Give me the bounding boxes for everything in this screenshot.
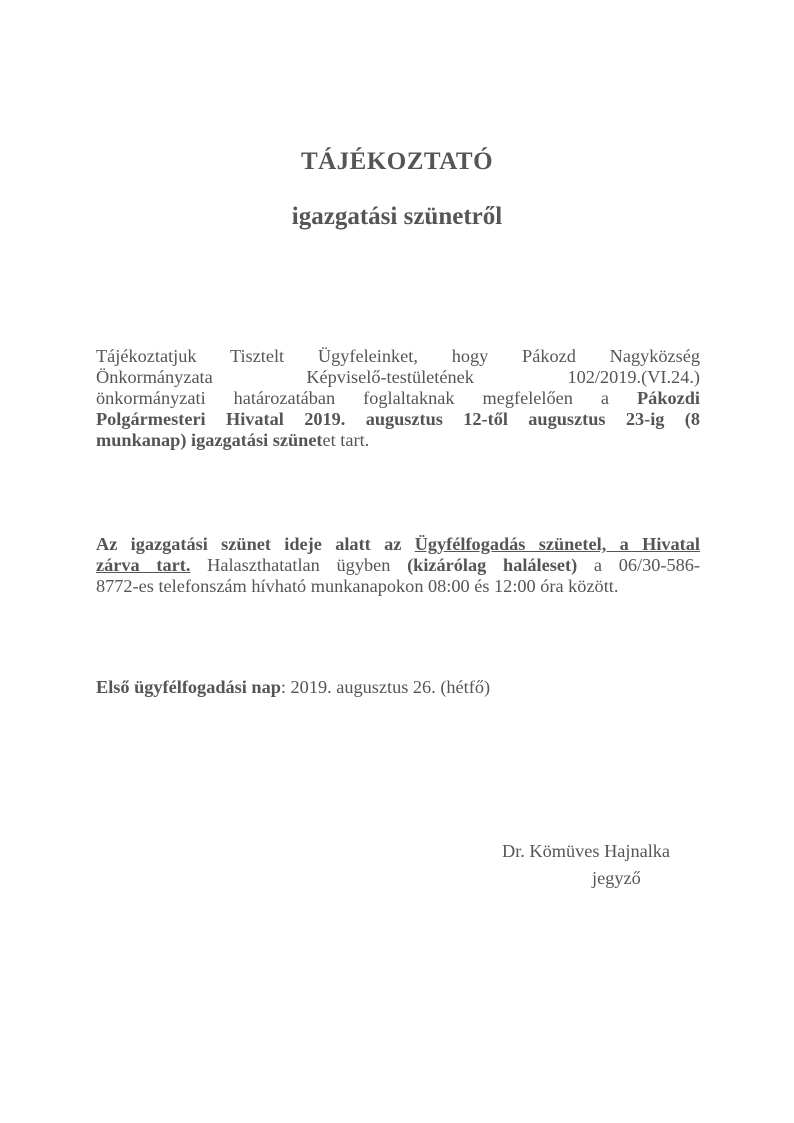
- text-line: [96, 555, 700, 576]
- text-segment: Pákozdi: [637, 388, 700, 408]
- document-title: TÁJÉKOZTATÓ: [300, 148, 494, 175]
- text-segment: et tart.: [322, 430, 370, 450]
- text-segment: Ügyfélfogadás szünetel, a Hivatal: [414, 534, 700, 554]
- text-line: [96, 576, 700, 597]
- text-line: [96, 677, 700, 698]
- text-segment: : 2019. augusztus 26. (hétfő): [280, 677, 491, 697]
- text-segment: 8772-es telefonszám hívható munkanapokon 08:00 és 12:00 óra között.: [96, 576, 619, 596]
- text-segment: Polgármesteri Hivatal 2019. augusztus 12-től augusztus 23-ig (8: [96, 409, 700, 429]
- text-segment: önkormányzati határozatában foglaltaknak megfelelően a: [96, 388, 638, 408]
- text-segment: munkanap) igazgatási szünet: [96, 430, 323, 450]
- text-segment: Halaszthatatlan ügyben: [190, 555, 408, 575]
- text-segment: (kizárólag haláleset): [407, 555, 578, 575]
- text-segment: a 06/30-586-: [577, 555, 700, 575]
- text-line: [96, 346, 700, 367]
- text-segment: Az igazgatási szünet ideje alatt az: [96, 534, 415, 554]
- paragraph-closure-details: [96, 534, 700, 597]
- text-segment: Tájékoztatjuk Tisztelt Ügyfeleinket, hogy Pákozd Nagyközség: [96, 346, 700, 366]
- text-segment: Önkormányzata Képviselő-testületének 102/2019.(VI.24.): [96, 367, 700, 387]
- paragraph-first-reception-day: [96, 677, 700, 698]
- text-segment: zárva tart.: [96, 555, 191, 575]
- text-line: [96, 430, 700, 451]
- paragraph-announcement: [96, 346, 700, 451]
- text-line: [96, 409, 700, 430]
- text-line: [96, 534, 700, 555]
- text-line: [96, 367, 700, 388]
- text-segment: Első ügyfélfogadási nap: [96, 677, 281, 697]
- document-subtitle: igazgatási szünetről: [291, 203, 503, 230]
- signature-name: Dr. Kömüves Hajnalka: [502, 841, 671, 861]
- text-line: [96, 388, 700, 409]
- signature-role: jegyző: [592, 868, 641, 888]
